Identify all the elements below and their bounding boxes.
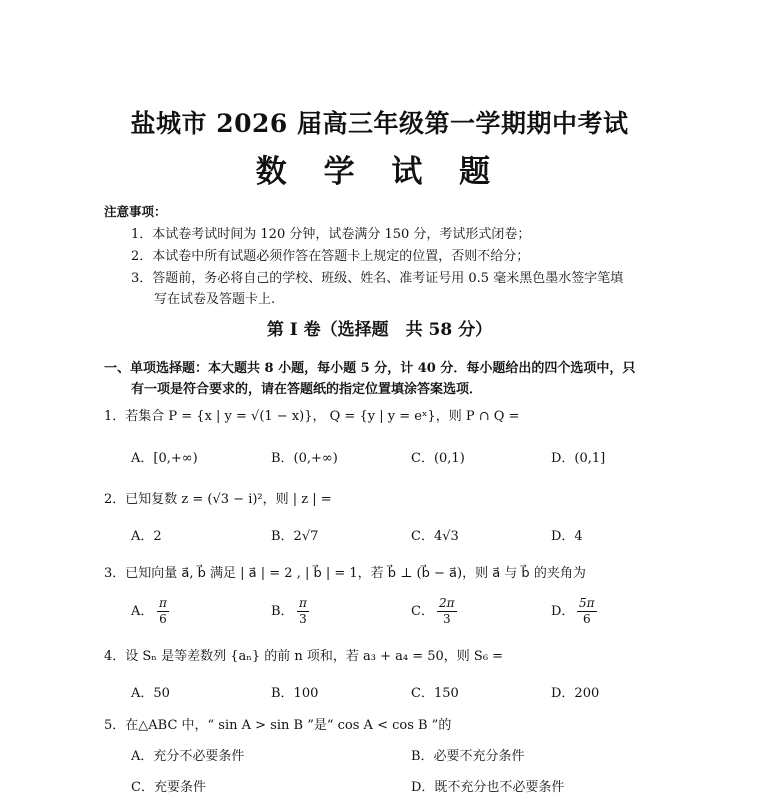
question-5-option-b: B．必要不充分条件 <box>411 749 525 764</box>
question-4-option-d: D．200 <box>551 686 600 701</box>
notice-heading: 注意事项： <box>104 204 167 219</box>
numerator: π <box>159 596 167 610</box>
question-3-option-b <box>271 596 309 627</box>
notice-item-3-cont: 写在试卷及答题卡上. <box>154 292 276 307</box>
part-instructions-line1: 一、单项选择题：本大题共 8 小题，每小题 5 分，计 40 分．每小题给出的四个选项中，只 <box>104 361 636 376</box>
question-2-option-b: B．2√7 <box>271 529 319 544</box>
question-2-stem: 2．已知复数 z = (√3 − i)²，则 | z | = <box>104 492 332 507</box>
question-2-option-d: D．4 <box>551 529 583 544</box>
question-2-option-c: C．4√3 <box>411 529 459 544</box>
question-1-option-b: B．(0,+∞) <box>271 451 338 466</box>
question-3-stem: 3．已知向量 a⃗, b⃗ 满足 | a⃗ | = 2 , | b⃗ | = 1，若 b⃗ ⊥ (b⃗ − a⃗)，则 a⃗ 与 b⃗ 的夹角为 <box>104 566 586 581</box>
question-1-option-d: D．(0,1] <box>551 451 606 466</box>
notice-item-3: 3．答题前，务必将自己的学校、班级、姓名、准考证号用 0.5 毫米黑色墨水签字笔填 <box>131 271 624 286</box>
part-instructions-line2: 有一项是符合要求的，请在答题纸的指定位置填涂答案选项． <box>131 382 483 397</box>
question-4-option-b: B．100 <box>271 686 319 701</box>
option-label: A． <box>131 604 154 619</box>
fraction <box>297 596 309 627</box>
numerator: π <box>299 596 307 610</box>
question-3-option-c <box>411 596 457 627</box>
exam-subject-title: 数 学 试 题 <box>255 154 504 190</box>
question-3-option-a <box>131 596 169 627</box>
notice-item-1: 1．本试卷考试时间为 120 分钟，试卷满分 150 分，考试形式闭卷； <box>131 227 531 242</box>
question-4-stem: 4．设 Sₙ 是等差数列 {aₙ} 的前 n 项和，若 a₃ + a₄ = 50，则 S₆ = <box>104 649 504 664</box>
fraction <box>437 596 457 627</box>
denominator: 3 <box>442 612 451 626</box>
question-4-option-a: A．50 <box>131 686 170 701</box>
question-5-option-d: D．既不充分也不必要条件 <box>411 780 565 795</box>
numerator: 5π <box>579 596 595 610</box>
question-5-stem: 5．在△ABC 中，“ sin A > sin B ”是“ cos A < cos B ”的 <box>104 718 452 733</box>
notice-item-2: 2．本试卷中所有试题必须作答在答题卡上规定的位置，否则不给分； <box>131 249 530 264</box>
option-label: D． <box>551 604 575 619</box>
denominator: 6 <box>159 612 167 626</box>
denominator: 6 <box>582 612 591 626</box>
question-4-option-c: C．150 <box>411 686 459 701</box>
exam-title: 盐城市 2026 届高三年级第一学期期中考试 <box>130 109 629 138</box>
question-1-option-a: A．[0,+∞) <box>131 451 198 466</box>
question-2-option-a: A．2 <box>131 529 162 544</box>
question-5-option-a: A．充分不必要条件 <box>131 749 245 764</box>
question-3-option-d <box>551 596 597 627</box>
numerator: 2π <box>439 596 455 610</box>
question-5-option-c: C．充要条件 <box>131 780 206 795</box>
fraction <box>157 596 169 627</box>
question-1-option-c: C．(0,1) <box>411 451 465 466</box>
fraction <box>577 596 597 627</box>
question-1-stem: 1．若集合 P = {x | y = √(1 − x)}， Q = {y | y = eˣ}，则 P ∩ Q = <box>104 409 520 424</box>
option-label: B． <box>271 604 294 619</box>
denominator: 3 <box>299 612 307 626</box>
section-title: 第 I 卷（选择题 共 58 分） <box>266 320 493 340</box>
option-label: C． <box>411 604 434 619</box>
